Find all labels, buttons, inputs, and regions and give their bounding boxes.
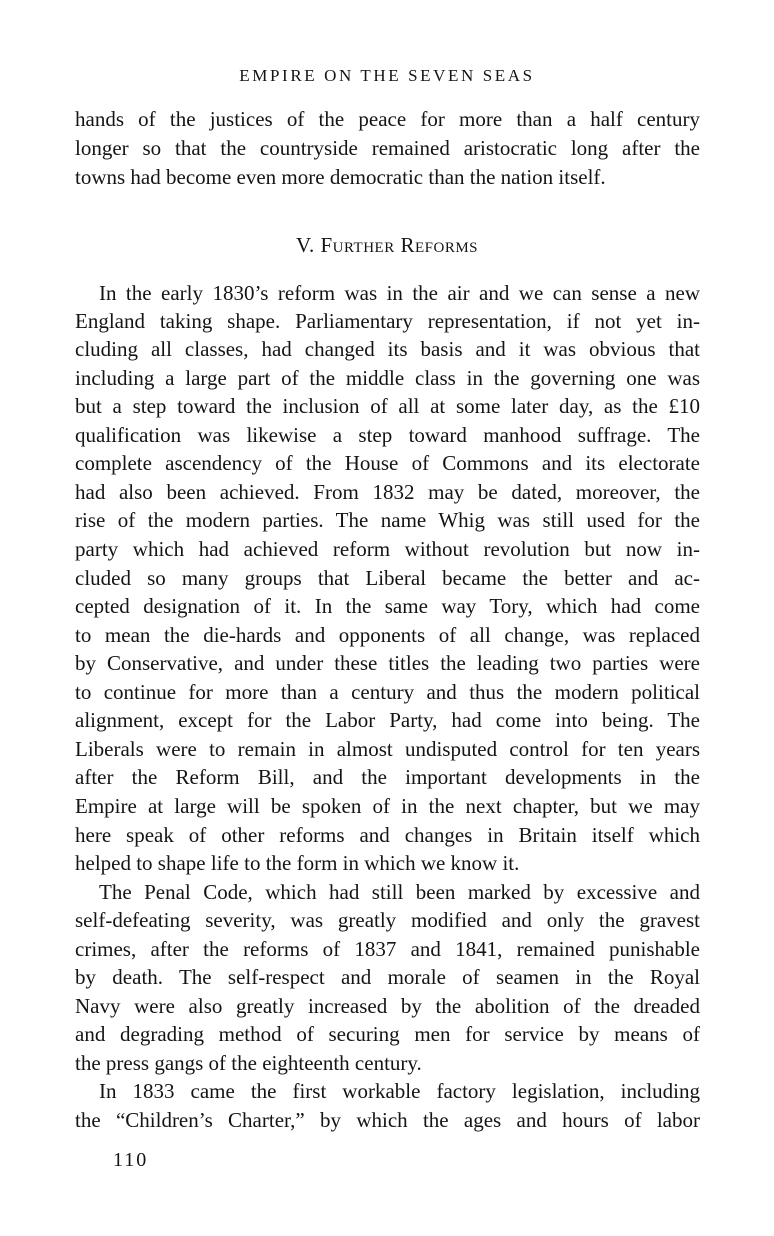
text-line: by death. The self-respect and morale of seamen in the Royal: [75, 965, 700, 989]
text-line: In the early 1830’s reform was in the air and we can sense a new: [99, 281, 700, 305]
text-line: here speak of other reforms and changes in Britain itself which: [75, 823, 700, 847]
text-line: qualification was likewise a step toward manhood suffrage. The: [75, 423, 700, 447]
text-line: England taking shape. Parliamentary representation, if not yet in-: [75, 309, 700, 333]
text-line: helped to shape life to the form in which we know it.: [75, 851, 520, 875]
text-line: to mean the die-hards and opponents of all change, was replaced: [75, 623, 700, 647]
text-line: cluded so many groups that Liberal became the better and ac-: [75, 566, 700, 590]
text-line: cepted designation of it. In the same way Tory, which had come: [75, 594, 700, 618]
text-line: after the Reform Bill, and the important developments in the: [75, 765, 700, 789]
text-line: longer so that the countryside remained aristocratic long after the: [75, 136, 700, 160]
text-line: Empire at large will be spoken of in the next chapter, but we may: [75, 794, 700, 818]
text-line: the press gangs of the eighteenth century.: [75, 1051, 422, 1075]
text-line: self-defeating severity, was greatly modified and only the gravest: [75, 908, 700, 932]
page-number: 110: [113, 1149, 149, 1171]
text-line: party which had achieved reform without revolution but now in-: [75, 537, 700, 561]
text-line: cluding all classes, had changed its basis and it was obvious that: [75, 337, 700, 361]
text-line: Liberals were to remain in almost undisputed control for ten years: [75, 737, 700, 761]
text-line: and degrading method of securing men for service by means of: [75, 1022, 700, 1046]
section-heading: V. Further Reforms: [295, 233, 478, 257]
running-head: EMPIRE ON THE SEVEN SEAS: [239, 66, 535, 85]
text-line: by Conservative, and under these titles the leading two parties were: [75, 651, 700, 675]
text-line: rise of the modern parties. The name Whig was still used for the: [75, 508, 700, 532]
text-line: alignment, except for the Labor Party, had come into being. The: [75, 708, 700, 732]
text-line: towns had become even more democratic than the nation itself.: [75, 165, 606, 189]
text-line: had also been achieved. From 1832 may be dated, moreover, the: [75, 480, 700, 504]
text-line: The Penal Code, which had still been marked by excessive and: [99, 880, 700, 904]
text-line: In 1833 came the first workable factory legislation, including: [99, 1079, 700, 1103]
text-line: but a step toward the inclusion of all at some later day, as the £10: [75, 394, 700, 418]
text-line: hands of the justices of the peace for more than a half century: [75, 107, 700, 131]
text-line: complete ascendency of the House of Commons and its electorate: [75, 451, 700, 475]
text-line: crimes, after the reforms of 1837 and 1841, remained punishable: [75, 937, 700, 961]
text-line: to continue for more than a century and thus the modern political: [75, 680, 700, 704]
text-line: the “Children’s Charter,” by which the ages and hours of labor: [75, 1108, 700, 1132]
text-line: including a large part of the middle class in the governing one was: [75, 366, 700, 390]
text-line: Navy were also greatly increased by the abolition of the dreaded: [75, 994, 700, 1018]
